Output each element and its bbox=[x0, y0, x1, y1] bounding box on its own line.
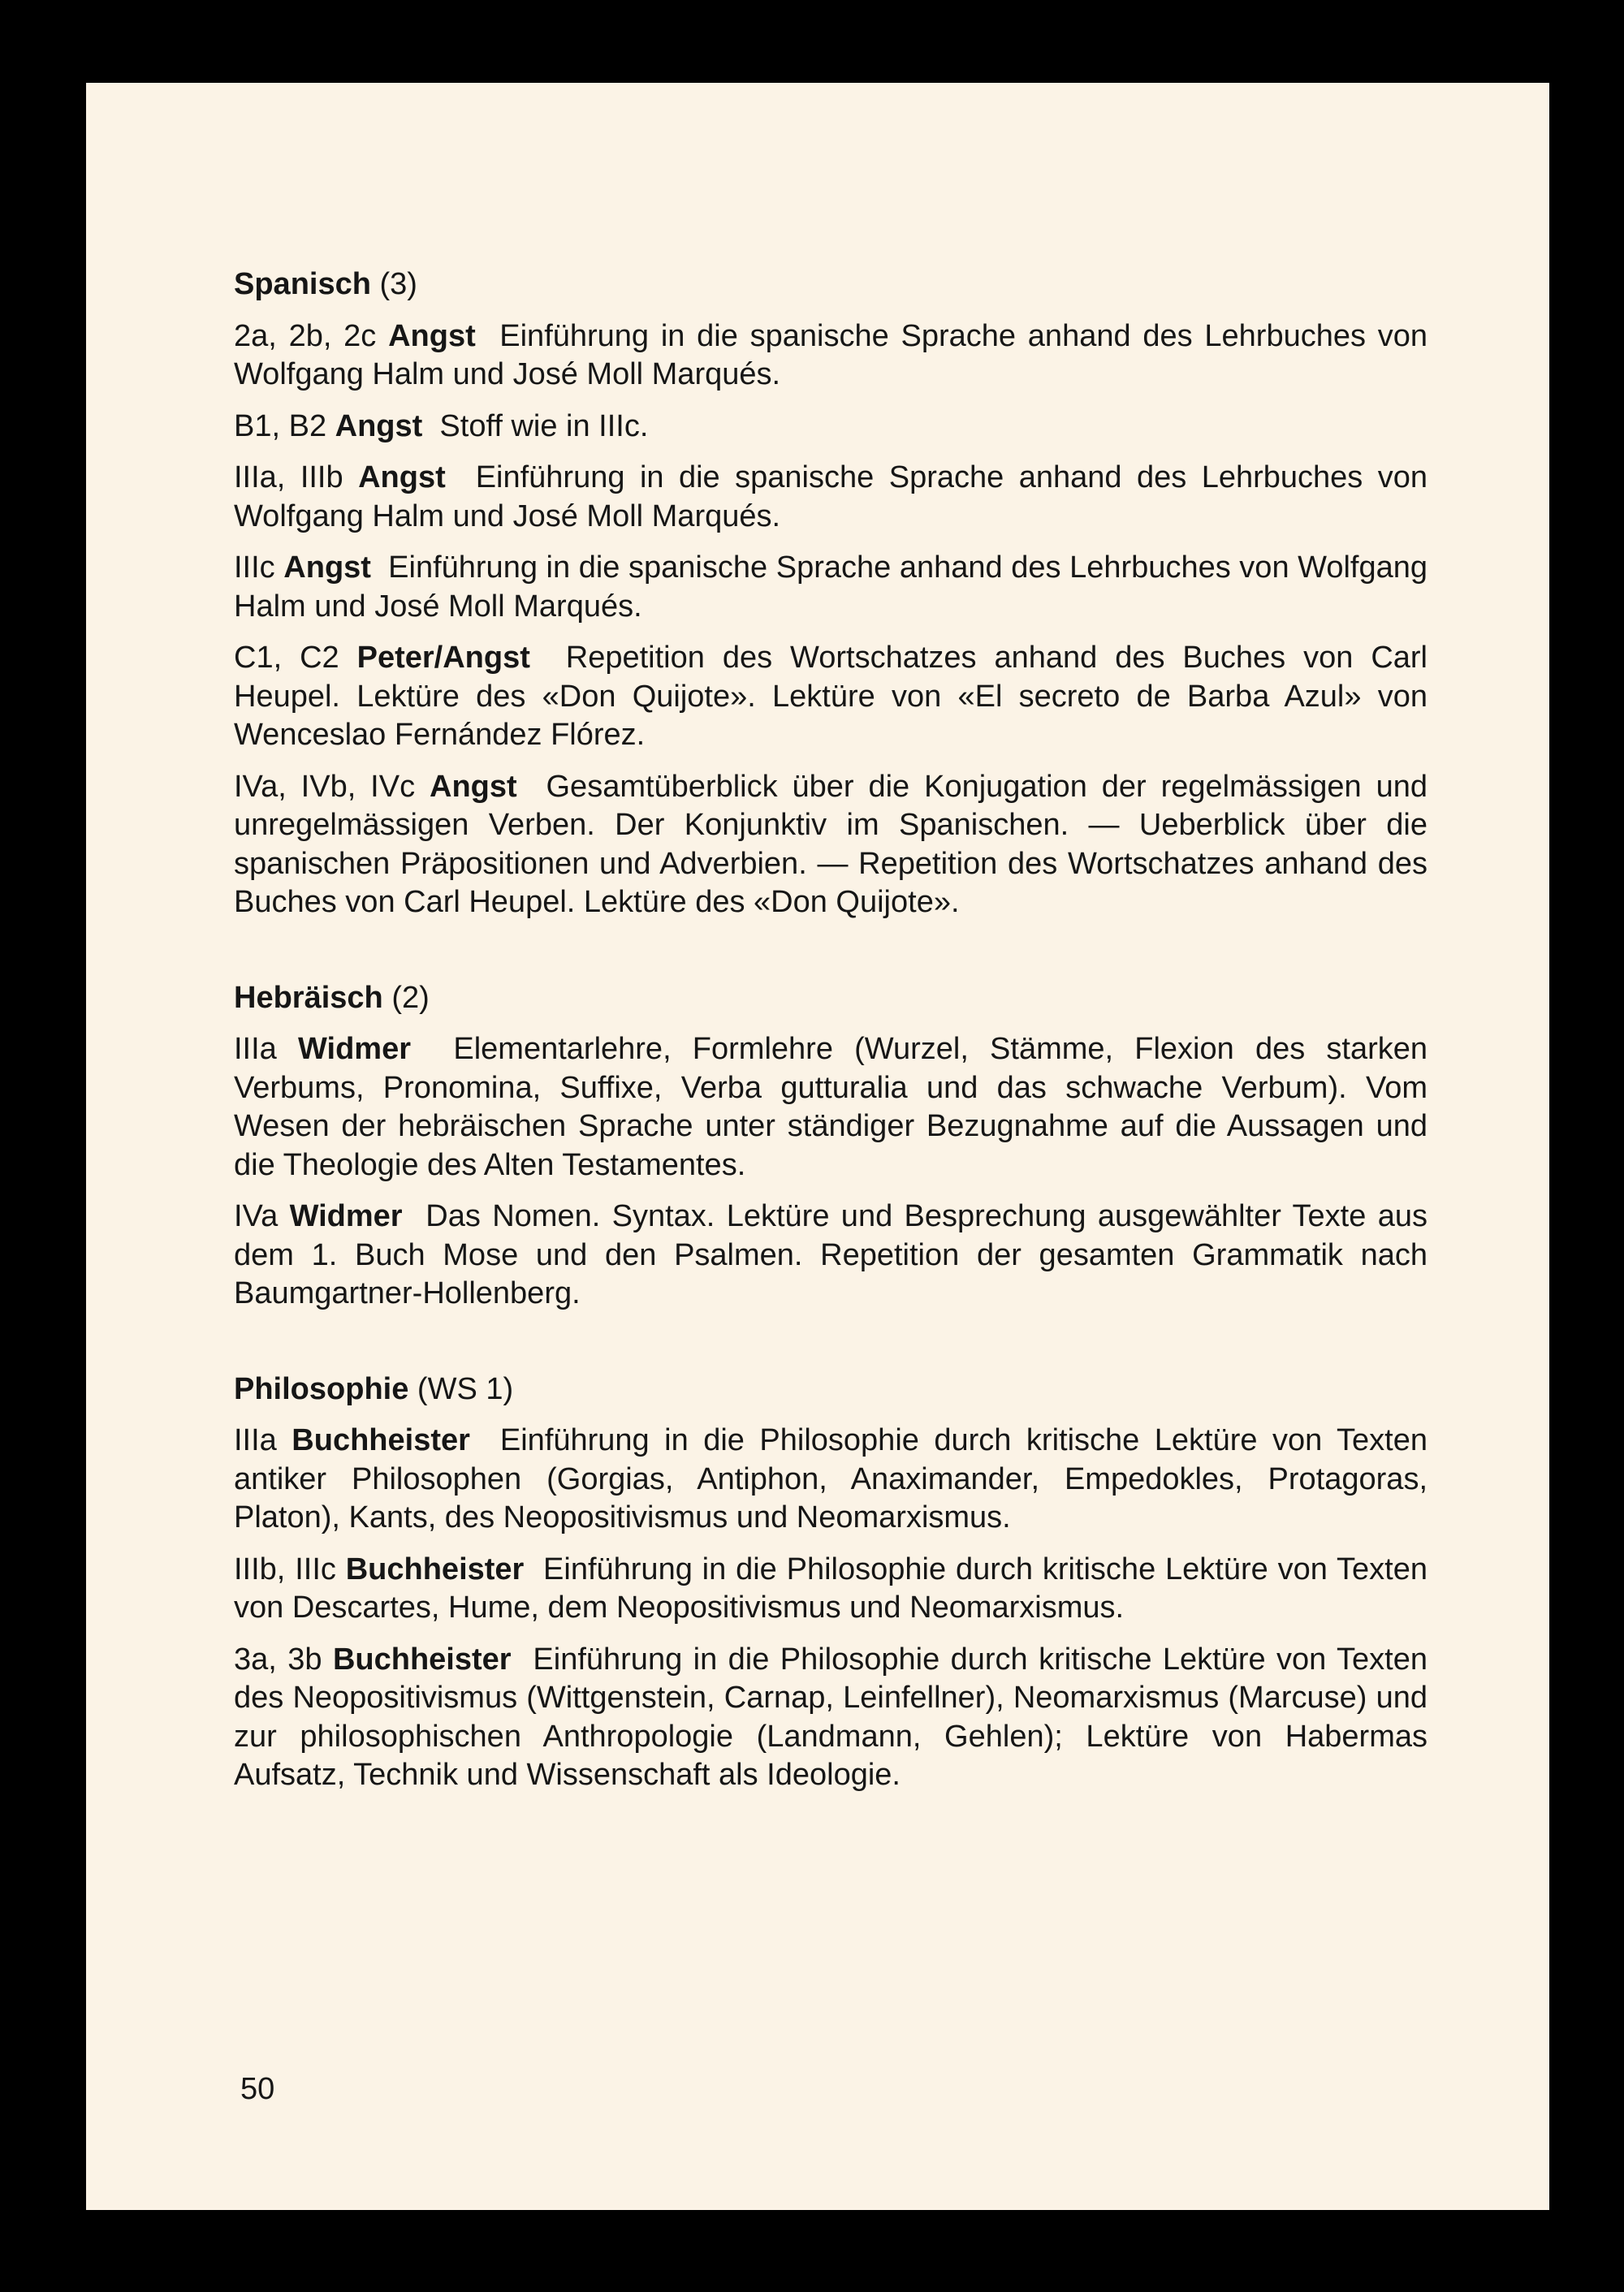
course-description: Einführung in die spanische Sprache anhand des Lehrbuches von Wolfgang Halm und José Moll Marqués. bbox=[234, 460, 1428, 533]
course-teacher: Buchheister bbox=[332, 1642, 512, 1677]
section-spacer bbox=[234, 1327, 1427, 1370]
section-title-hebraeisch bbox=[234, 979, 1427, 1018]
section-hours: (2) bbox=[391, 980, 430, 1015]
course-entry bbox=[234, 459, 1427, 536]
course-entry bbox=[234, 1198, 1427, 1314]
course-classes: B1, B2 bbox=[234, 408, 327, 443]
course-teacher: Buchheister bbox=[345, 1552, 525, 1586]
section-hours: (3) bbox=[379, 267, 417, 301]
section-name: Philosophie bbox=[234, 1371, 409, 1406]
course-classes: 2a, 2b, 2c bbox=[234, 318, 377, 353]
course-teacher: Angst bbox=[388, 318, 476, 353]
course-description: Elementarlehre, Formlehre (Wurzel, Stämme, Flexion des starken Verbums, Pronomina, Suffixe, Verba gutturalia und das schwache Verbum). Vom Wesen der hebräischen Sprache unter ständiger Bezugnahme auf die Aussagen und die Theologie des Alten Testamentes. bbox=[234, 1032, 1427, 1182]
course-teacher: Widmer bbox=[289, 1199, 403, 1233]
course-entry bbox=[234, 1030, 1427, 1185]
course-description: Einführung in die spanische Sprache anhand des Lehrbuches von Wolfgang Halm und José Moll Marqués. bbox=[234, 318, 1428, 391]
course-teacher: Peter/Angst bbox=[356, 641, 530, 675]
course-description: Repetition des Wortschatzes anhand des Buches von Carl Heupel. Lektüre des «Don Quijote». Lektüre von «El secreto de Barba Azul» von Wenceslao Fernández Flórez. bbox=[234, 641, 1427, 752]
course-classes: IIIb, IIIc bbox=[234, 1552, 336, 1586]
course-teacher: Angst bbox=[358, 460, 446, 494]
course-description: Einführung in die Philosophie durch kritische Lektüre von Texten antiker Philosophen (Gorgias, Antiphon, Anaximander, Empedokles, Protagoras, Platon), Kants, des Neopositivismus und Neomarxismus. bbox=[234, 1423, 1427, 1534]
page-number: 50 bbox=[240, 2072, 275, 2106]
course-classes: 3a, 3b bbox=[234, 1642, 322, 1677]
course-classes: IIIc bbox=[234, 550, 275, 585]
course-teacher: Angst bbox=[335, 408, 423, 443]
course-description: Einführung in die Philosophie durch kritische Lektüre von Texten von Descartes, Hume, dem Neopositivismus und Neomarxismus. bbox=[234, 1552, 1427, 1625]
section-name: Spanisch bbox=[234, 267, 371, 301]
course-entry bbox=[234, 549, 1427, 626]
course-entry bbox=[234, 408, 1427, 447]
course-entry bbox=[234, 1641, 1427, 1795]
section-name: Hebräisch bbox=[234, 980, 383, 1015]
course-classes: IVa bbox=[234, 1199, 279, 1233]
section-hours: (WS 1) bbox=[417, 1371, 514, 1406]
course-entry bbox=[234, 1422, 1427, 1538]
course-entry bbox=[234, 317, 1427, 395]
section-spacer bbox=[234, 935, 1427, 979]
course-teacher: Buchheister bbox=[292, 1423, 470, 1457]
course-teacher: Angst bbox=[283, 550, 371, 585]
course-description: Einführung in die Philosophie durch kritische Lektüre von Texten des Neopositivismus (Wittgenstein, Carnap, Leinfellner), Neomarxismus (Marcuse) und zur philosophischen Anthropologie (Landmann, Gehlen); Lektüre von Habermas Aufsatz, Technik und Wissenschaft als Ideologie. bbox=[234, 1642, 1428, 1792]
course-classes: IIIa bbox=[234, 1032, 277, 1066]
course-entry bbox=[234, 1551, 1427, 1628]
section-title-spanisch bbox=[234, 265, 1427, 304]
document-page bbox=[86, 83, 1549, 2210]
course-classes: C1, C2 bbox=[234, 641, 339, 675]
course-classes: IVa, IVb, IVc bbox=[234, 769, 416, 804]
course-description: Das Nomen. Syntax. Lektüre und Besprechung ausgewählter Texte aus dem 1. Buch Mose und den Psalmen. Repetition der gesamten Grammatik nach Baumgartner-Hollenberg. bbox=[234, 1199, 1427, 1310]
course-description: Gesamtüberblick über die Konjugation der regelmässigen und unregelmässigen Verben. Der Konjunktiv im Spanischen. — Ueberblick über die spanischen Präpositionen und Adverbien. — Repetition des Wortschatzes anhand des Buches von Carl Heupel. Lektüre des «Don Quijote». bbox=[234, 769, 1428, 919]
course-entry bbox=[234, 639, 1427, 755]
course-teacher: Widmer bbox=[298, 1032, 412, 1066]
page-content bbox=[234, 265, 1427, 1808]
section-title-philosophie bbox=[234, 1370, 1427, 1409]
course-classes: IIIa bbox=[234, 1423, 277, 1457]
course-classes: IIIa, IIIb bbox=[234, 460, 343, 494]
course-description: Einführung in die spanische Sprache anhand des Lehrbuches von Wolfgang Halm und José Moll Marqués. bbox=[234, 550, 1428, 624]
course-entry bbox=[234, 768, 1427, 922]
course-description: Stoff wie in IIIc. bbox=[439, 408, 649, 443]
course-teacher: Angst bbox=[430, 769, 517, 804]
